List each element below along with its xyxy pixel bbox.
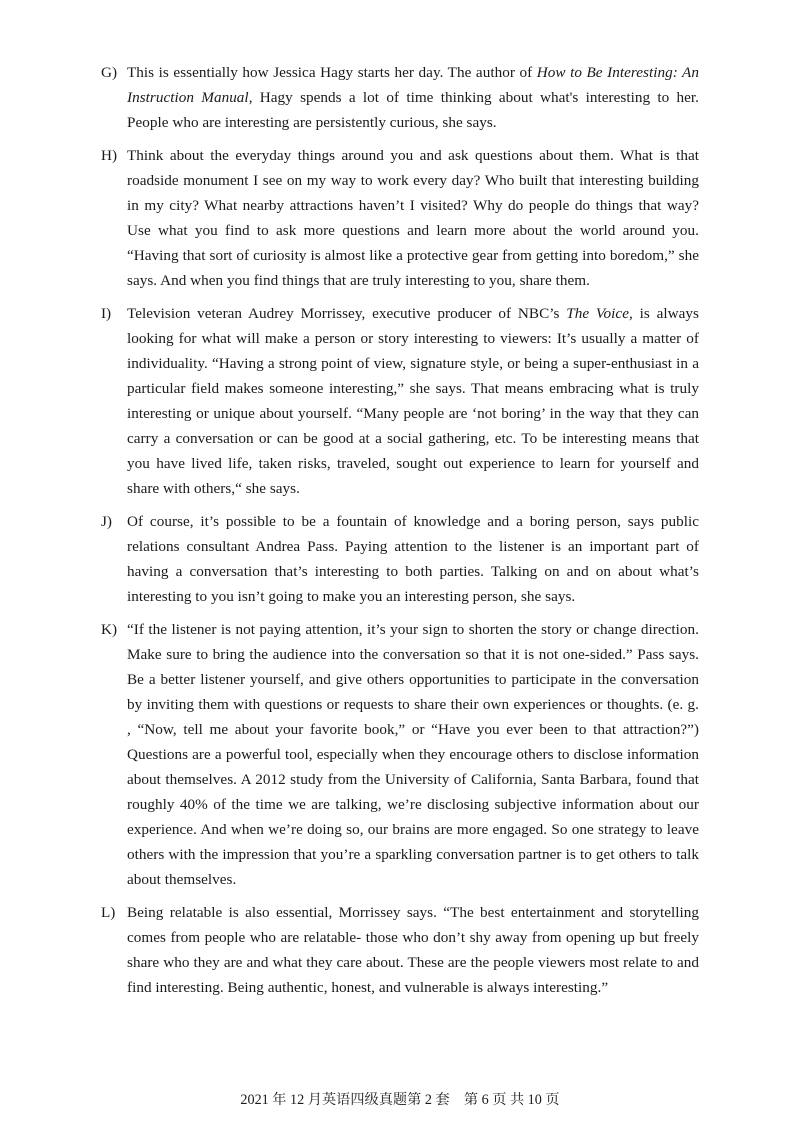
paragraph-text-h [127, 143, 699, 293]
text-run: Television veteran Audrey Morrissey, executive producer of NBC’s [127, 305, 567, 322]
passage-paragraph-l [101, 900, 699, 1000]
passage-paragraph-g [101, 60, 699, 135]
paragraph-label-j: J) [101, 513, 112, 530]
passage-paragraph-j [101, 509, 699, 609]
paragraph-text-j [127, 509, 699, 609]
paragraph-text-l [127, 900, 699, 1000]
paragraph-text-k [127, 617, 699, 892]
paragraph-text-i [127, 301, 699, 501]
paragraph-label-h: H) [101, 147, 118, 164]
passage-body [101, 60, 699, 1008]
italic-title: How to Be Interesting: An Instruction Manual [127, 64, 699, 106]
text-run: Of course, it’s possible to be a fountain of knowledge and a boring person, says public relations consultant Andrea Pass. Paying attention to the listener is an important part of having a conversation that’s interesting to both parties. Talking on and on about what’s interesting to you isn’t going to make you an interesting person, she says. [127, 513, 699, 605]
text-run: , is always looking for what will make a person or story interesting to viewers: It’s usually a matter of individuality. “Having a strong point of view, signature style, or being a super-enthusiast in a particular field makes someone interesting,” she says. That means embracing what is truly interesting or unique about yourself. “Many people are ‘not boring’ in the way that they can carry a conversation or can be good at a social gathering, etc. To be interesting means that you have lived life, taken risks, traveled, sought out experience to learn for yourself and share with others,“ she says. [127, 305, 699, 497]
text-run: Being relatable is also essential, Morrissey says. “The best entertainment and storytelling comes from people who are relatable- those who don’t shy away from opening up but freely share who they are and what they care about. These are the people viewers most relate to and find interesting. Being authentic, honest, and vulnerable is always interesting.” [127, 904, 699, 996]
paragraph-text-g [127, 60, 699, 135]
passage-paragraph-i [101, 301, 699, 501]
text-run: Think about the everyday things around you and ask questions about them. What is that roadside monument I see on my way to work every day? Who built that interesting building in my city? What nearby attractions haven’t I visited? Why do people do things that way? Use what you find to ask more questions and learn more about the world around you. “Having that sort of curiosity is almost like a protective gear from getting into boredom,” she says. And when you find things that are truly interesting to you, share them. [127, 147, 699, 289]
text-run: , Hagy spends a lot of time thinking about what's interesting to her. People who are interesting are persistently curious, she says. [127, 89, 699, 131]
text-run: “If the listener is not paying attention, it’s your sign to shorten the story or change direction. Make sure to bring the audience into the conversation so that it is not one-sided.” Pass says. Be a better listener yourself, and give others opportunities to participate in the conversation by inviting them with questions or requests to share their own experiences or thoughts. (e. g. , “Now, tell me about your favorite book,” or “Have you ever been to that attraction?”) Questions are a powerful tool, especially when they encourage others to disclose information about themselves. A 2012 study from the University of California, Santa Barbara, found that roughly 40% of the time we are talking, we’re disclosing subjective information about our experience. And when we’re doing so, our brains are more engaged. So one strategy to leave others with the impression that you’re a sparkling conversation partner is to get others to talk about themselves. [127, 621, 699, 888]
paragraph-label-g: G) [101, 64, 118, 81]
paragraph-label-i: I) [101, 305, 112, 322]
page-footer: 2021 年 12 月英语四级真题第 2 套 第 6 页 共 10 页 [240, 1092, 560, 1108]
paragraph-label-l: L) [101, 904, 116, 921]
passage-paragraph-h [101, 143, 699, 293]
text-run: This is essentially how Jessica Hagy starts her day. The author of [127, 64, 537, 81]
italic-title: The Voice [566, 305, 629, 322]
paragraph-label-k: K) [101, 621, 118, 638]
passage-paragraph-k [101, 617, 699, 892]
